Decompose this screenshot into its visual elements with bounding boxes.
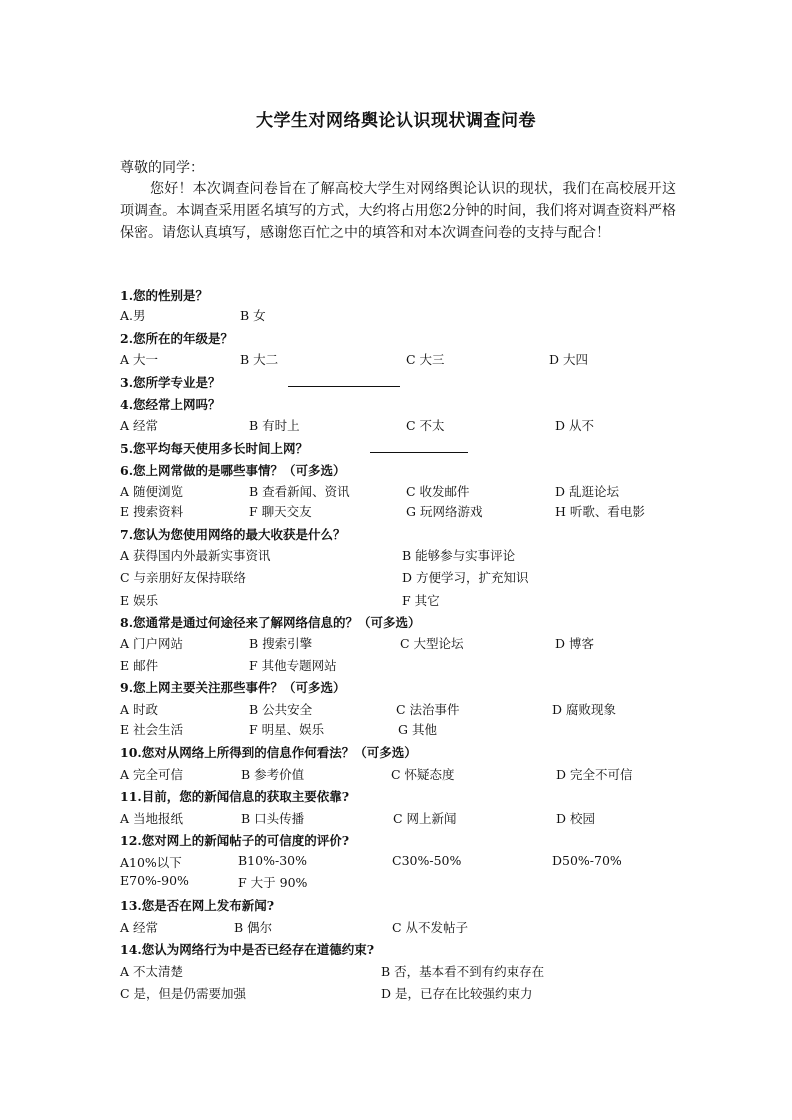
q9-option[interactable]: D 腐败现象 <box>552 702 616 717</box>
q7-option[interactable]: C 与亲朋好友保持联络 <box>120 570 247 585</box>
question-11: 11.目前，您的新闻信息的获取主要依靠? <box>120 789 350 804</box>
question-12: 12.您对网上的新闻帖子的可信度的评价? <box>120 833 350 848</box>
q8-option[interactable]: D 博客 <box>555 636 594 651</box>
q10-option[interactable]: C 怀疑态度 <box>391 767 455 782</box>
q11-option[interactable]: D 校园 <box>556 811 595 826</box>
question-2: 2.您所在的年级是？ <box>120 331 234 346</box>
q11-option[interactable]: B 口头传播 <box>241 811 305 826</box>
q8-option[interactable]: B 搜索引擎 <box>249 636 313 651</box>
q14-option[interactable]: C 是，但是仍需要加强 <box>120 986 247 1001</box>
hours-answer-line[interactable] <box>370 440 468 453</box>
q14-option[interactable]: A 不太清楚 <box>120 964 184 979</box>
q12-option[interactable]: C30%-50% <box>392 853 462 868</box>
q9-option[interactable]: B 公共安全 <box>249 702 313 717</box>
page-title: 大学生对网络舆论认识现状调查问卷 <box>256 111 536 131</box>
q10-option[interactable]: A 完全可信 <box>120 767 184 782</box>
q6-option[interactable]: F 聊天交友 <box>249 504 312 519</box>
question-1: 1.您的性别是？ <box>120 288 209 303</box>
q6-option[interactable]: E 搜索资料 <box>120 504 184 519</box>
q11-option[interactable]: A 当地报纸 <box>120 811 184 826</box>
q13-option[interactable]: B 偶尔 <box>234 920 273 935</box>
q6-option[interactable]: D 乱逛论坛 <box>555 484 619 499</box>
q14-option[interactable]: D 是，已存在比较强约束力 <box>381 986 533 1001</box>
question-5: 5.您平均每天使用多长时间上网？ <box>120 441 309 456</box>
q4-option[interactable]: B 有时上 <box>249 418 300 433</box>
q12-option[interactable]: A10%以下 <box>120 855 182 870</box>
q2-option[interactable]: C 大三 <box>406 352 445 367</box>
q8-option[interactable]: A 门户网站 <box>120 636 184 651</box>
q9-option[interactable]: F 明星、娱乐 <box>249 722 325 737</box>
q9-option[interactable]: A 时政 <box>120 702 159 717</box>
q8-option[interactable]: F 其他专题网站 <box>249 658 337 673</box>
question-13: 13.您是否在网上发布新闻? <box>120 898 275 913</box>
q4-option[interactable]: D 从不 <box>555 418 594 433</box>
greeting: 尊敬的同学： <box>120 160 204 176</box>
q6-option[interactable]: H 听歌、看电影 <box>555 504 645 519</box>
q1-option[interactable]: A.男 <box>120 308 146 323</box>
q1-option[interactable]: B 女 <box>240 308 266 323</box>
q7-option[interactable]: F 其它 <box>402 593 440 608</box>
q2-option[interactable]: D 大四 <box>549 352 588 367</box>
q4-option[interactable]: C 不太 <box>406 418 445 433</box>
question-10: 10.您对从网络上所得到的信息作何看法？（可多选） <box>120 745 417 760</box>
q7-option[interactable]: A 获得国内外最新实事资讯 <box>120 548 271 563</box>
q12-option[interactable]: B10%-30% <box>238 853 307 868</box>
q9-option[interactable]: G 其他 <box>398 722 437 737</box>
q10-option[interactable]: B 参考价值 <box>241 767 305 782</box>
q2-option[interactable]: B 大二 <box>240 352 279 367</box>
q7-option[interactable]: D 方便学习，扩充知识 <box>402 570 529 585</box>
question-8: 8.您通常是通过何途径来了解网络信息的？（可多选） <box>120 615 421 630</box>
question-6: 6.您上网常做的是哪些事情？（可多选） <box>120 463 346 478</box>
q2-option[interactable]: A 大一 <box>120 352 159 367</box>
question-9: 9.您上网主要关注那些事件？（可多选） <box>120 680 346 695</box>
q6-option[interactable]: G 玩网络游戏 <box>406 504 483 519</box>
q13-option[interactable]: A 经常 <box>120 920 159 935</box>
question-7: 7.您认为您使用网络的最大收获是什么？ <box>120 527 346 542</box>
q12-option[interactable]: E70%-90% <box>120 873 189 888</box>
question-14: 14.您认为网络行为中是否已经存在道德约束? <box>120 942 375 957</box>
q6-option[interactable]: B 查看新闻、资讯 <box>249 484 350 499</box>
q8-option[interactable]: E 邮件 <box>120 658 159 673</box>
q12-option[interactable]: D50%-70% <box>552 853 622 868</box>
q6-option[interactable]: C 收发邮件 <box>406 484 470 499</box>
intro-paragraph: 您好！本次调查问卷旨在了解高校大学生对网络舆论认识的现状，我们在高校展开这项调查。本调查采用匿名填写的方式，大约将占用您2分钟的时间，我们将对调查资料严格保密。请您认真填写，感谢您百忙之中的填答和对本次调查问卷的支持与配合！ <box>120 181 676 241</box>
q11-option[interactable]: C 网上新闻 <box>393 811 457 826</box>
q13-option[interactable]: C 从不发帖子 <box>392 920 469 935</box>
q7-option[interactable]: E 娱乐 <box>120 593 159 608</box>
q14-option[interactable]: B 否，基本看不到有约束存在 <box>381 964 545 979</box>
q12-option[interactable]: F 大于 90% <box>238 875 308 890</box>
q9-option[interactable]: C 法治事件 <box>396 702 460 717</box>
major-answer-line[interactable] <box>288 374 400 387</box>
q7-option[interactable]: B 能够参与实事评论 <box>402 548 516 563</box>
q4-option[interactable]: A 经常 <box>120 418 159 433</box>
question-3: 3.您所学专业是？ <box>120 375 221 390</box>
q9-option[interactable]: E 社会生活 <box>120 722 184 737</box>
question-4: 4.您经常上网吗？ <box>120 397 221 412</box>
q10-option[interactable]: D 完全不可信 <box>556 767 633 782</box>
q6-option[interactable]: A 随便浏览 <box>120 484 184 499</box>
q8-option[interactable]: C 大型论坛 <box>400 636 464 651</box>
